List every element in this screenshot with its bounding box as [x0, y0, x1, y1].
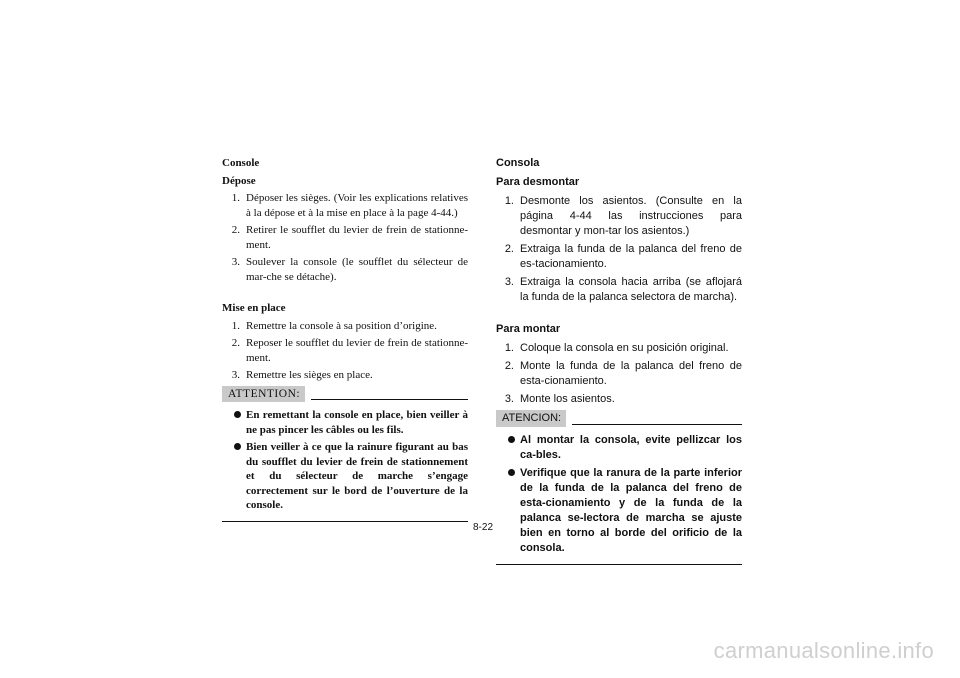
section-title: Consola — [496, 157, 540, 169]
divider — [572, 424, 742, 425]
caution-label: ATENCION: — [496, 410, 566, 427]
caution-list — [496, 433, 742, 556]
list-item: 2. Reposer le soufflet du levier de frein de stationne-ment. — [231, 337, 468, 364]
list-item: 3. Soulever la console (le soufflet du sélecteur de mar-che se détache). — [231, 256, 468, 283]
installation-heading: Mise en place — [222, 302, 286, 314]
bullet-icon — [222, 408, 246, 437]
list-item: En remettant la console en place, bien veiller à ne pas pincer les câbles ou les fils. — [222, 408, 468, 437]
list-item: Al montar la consola, evite pellizcar los ca-bles. — [496, 433, 742, 463]
french-column — [222, 156, 468, 522]
list-item: 2. Extraiga la funda de la palanca del freno de es-tacionamiento. — [504, 243, 742, 270]
installation-steps — [496, 341, 742, 407]
bullet-icon — [496, 466, 520, 556]
list-item: Verifique que la ranura de la parte inferior de la funda de la palanca del freno de esta-cionamiento y de la funda de la palanca se-lectora de marcha se ajuste bien en torno al borde del orificio de la consola. — [496, 466, 742, 556]
list-item: 1. Desmonte los asientos. (Consulte en la página 4-44 las instrucciones para desmontar y mon-tar los asientos.) — [504, 195, 742, 237]
caution-header — [496, 410, 742, 427]
list-item: 3. Remettre les sièges en place. — [231, 369, 373, 381]
installation-heading: Para montar — [496, 323, 561, 335]
removal-heading: Dépose — [222, 174, 256, 187]
divider — [222, 521, 468, 522]
removal-steps — [496, 194, 742, 305]
removal-steps — [222, 191, 468, 284]
caution-list — [222, 408, 468, 513]
list-item: 3. Extraiga la consola hacia arriba (se aflojará la funda de la palanca selectora de marcha). — [504, 276, 742, 303]
list-item: 1. Coloque la consola en su posición original. — [504, 342, 729, 354]
caution-header — [222, 386, 468, 403]
installation-steps — [222, 319, 468, 383]
spanish-column — [496, 156, 742, 565]
list-item: 1. Déposer les sièges. (Voir les explications relatives à la dépose et à la mise en place à la page 4-44.) — [231, 192, 468, 219]
list-item: Bien veiller à ce que la rainure figurant au bas du soufflet du levier de frein de stationnement et du sélecteur de marche s’engage correctement sur le bord de l’ouverture de la console. — [222, 440, 468, 513]
list-item: 3. Monte los asientos. — [504, 393, 615, 405]
divider — [311, 399, 468, 400]
section-title: Console — [222, 157, 260, 169]
list-item: 1. Remettre la console à sa position d’origine. — [231, 319, 437, 332]
removal-heading: Para desmontar — [496, 176, 580, 188]
watermark: carmanualsonline.info — [713, 638, 934, 663]
page-number: 8-22 — [472, 522, 493, 533]
divider — [496, 564, 742, 565]
list-item: 2. Retirer le soufflet du levier de frein de stationne-ment. — [231, 224, 468, 251]
bullet-icon — [496, 433, 520, 463]
bullet-icon — [222, 440, 246, 513]
list-item: 2. Monte la funda de la palanca del freno de esta-cionamiento. — [504, 360, 742, 387]
caution-label: ATTENTION: — [222, 386, 305, 403]
